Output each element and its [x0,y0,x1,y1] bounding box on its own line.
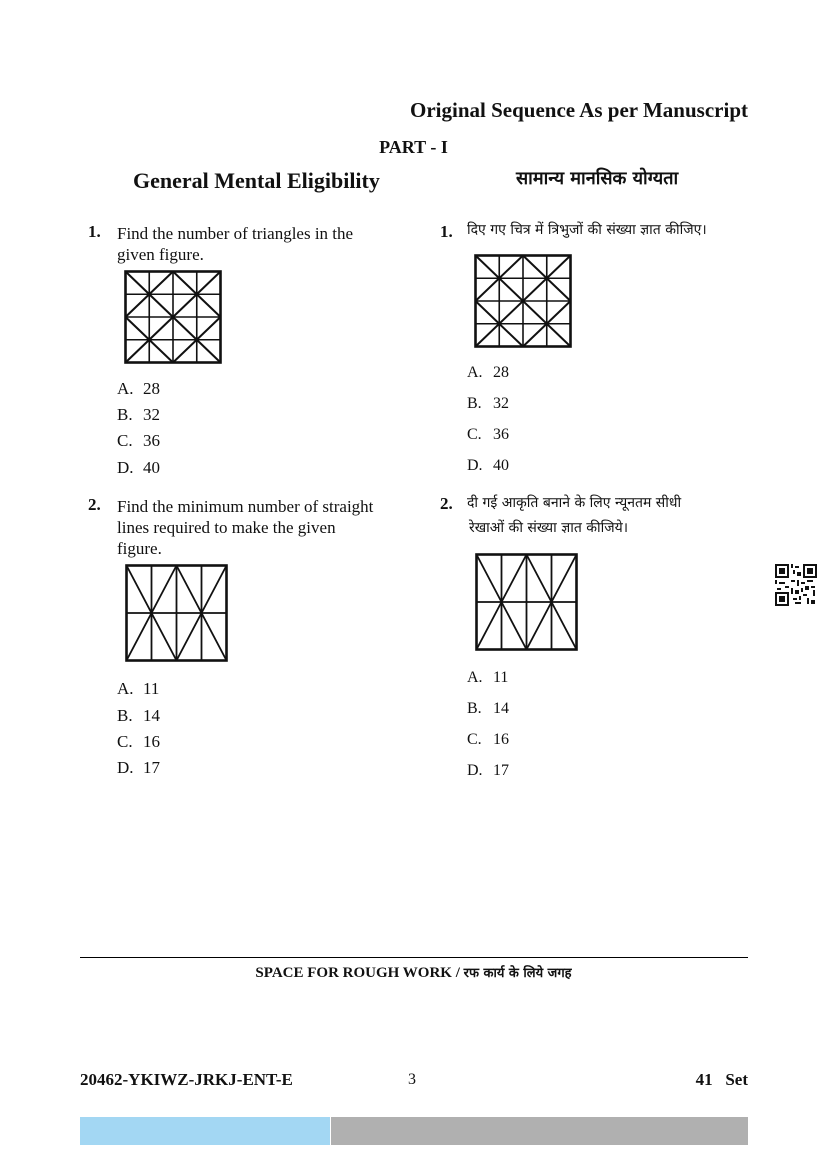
question-text-line: Find the minimum number of straight [117,497,374,516]
rough-work-divider [80,957,748,958]
option-label: C. [467,731,482,748]
option-b[interactable] [467,395,509,413]
option-label: D. [467,762,483,779]
rough-work-label [0,963,827,982]
option-value: 40 [143,458,160,477]
option-label: A. [117,379,134,398]
option-label: D. [117,758,134,777]
option-value: 14 [143,706,160,725]
rough-work-label-english: SPACE FOR ROUGH WORK / [255,965,464,981]
square-grid-diagonals-icon [474,254,572,348]
question-number: 2. [88,495,101,514]
question-text [117,223,353,265]
option-c[interactable] [117,431,160,451]
option-label: D. [467,457,483,474]
option-b[interactable] [467,700,509,718]
option-value: 14 [493,700,509,717]
section-title-english: General Mental Eligibility [133,168,380,193]
part-heading: PART - I [379,137,448,157]
option-d[interactable] [467,762,509,780]
option-value: 28 [493,364,509,381]
option-value: 11 [143,679,160,698]
footer-bar-grey [331,1117,748,1145]
option-value: 40 [493,457,509,474]
rough-work-label-hindi: रफ कार्य के लिये जगह [463,966,572,981]
question-number: 2. [440,494,453,513]
option-value: 28 [143,379,160,398]
question-text-line: दी गई आकृति बनाने के लिए न्यूनतम सीधी [467,495,682,511]
option-c[interactable] [117,732,160,752]
question-text [117,496,373,559]
option-label: B. [117,405,133,424]
option-value: 32 [143,405,160,424]
option-value: 16 [143,732,160,751]
option-label: C. [117,431,133,450]
question-text [467,491,681,541]
question-text-line: given figure. [117,245,204,264]
option-label: A. [467,669,483,686]
option-label: B. [117,706,133,725]
page-number: 3 [408,1071,416,1088]
set-number: 41 Set [695,1070,748,1089]
square-grid-diagonals-icon [124,270,222,364]
option-label: A. [467,364,483,381]
option-label: C. [117,732,133,751]
option-value: 32 [493,395,509,412]
question-text-line: दिए गए चित्र में त्रिभुजों की संख्या ज्ञात कीजिए। [467,222,707,238]
option-b[interactable] [117,706,160,726]
grid-cross-diagonals-icon [125,564,228,662]
option-label: B. [467,700,482,717]
question-text-line: Find the number of triangles in the [117,224,354,243]
manuscript-sequence-heading: Original Sequence As per Manuscript [410,98,748,122]
question-text [467,218,707,243]
question-text-line: रेखाओं की संख्या ज्ञात कीजिये। [469,520,629,536]
option-a[interactable] [467,669,508,687]
option-c[interactable] [467,731,509,749]
option-label: C. [467,426,482,443]
section-title-hindi: सामान्य मानसिक योग्यता [516,168,679,189]
option-value: 17 [493,762,509,779]
option-value: 17 [143,758,160,777]
option-value: 11 [493,669,509,686]
question-text-line: lines required to make the given [117,518,336,537]
option-label: A. [117,679,134,698]
option-d[interactable] [117,758,160,778]
option-value: 36 [493,426,509,443]
option-d[interactable] [117,458,160,478]
option-b[interactable] [117,405,160,425]
question-number: 1. [88,222,101,241]
option-d[interactable] [467,457,509,475]
question-text-line: figure. [117,539,162,558]
question-number: 1. [440,222,453,241]
option-c[interactable] [467,426,509,444]
option-value: 16 [493,731,509,748]
option-label: D. [117,458,134,477]
grid-cross-diagonals-icon [475,553,578,651]
option-value: 36 [143,431,160,450]
option-label: B. [467,395,482,412]
paper-code: 20462-YKIWZ-JRKJ-ENT-E [80,1070,293,1089]
option-a[interactable] [467,364,509,382]
footer-bar-blue [80,1117,330,1145]
qr-code-icon [775,564,817,606]
option-a[interactable] [117,379,160,399]
option-a[interactable] [117,679,159,699]
